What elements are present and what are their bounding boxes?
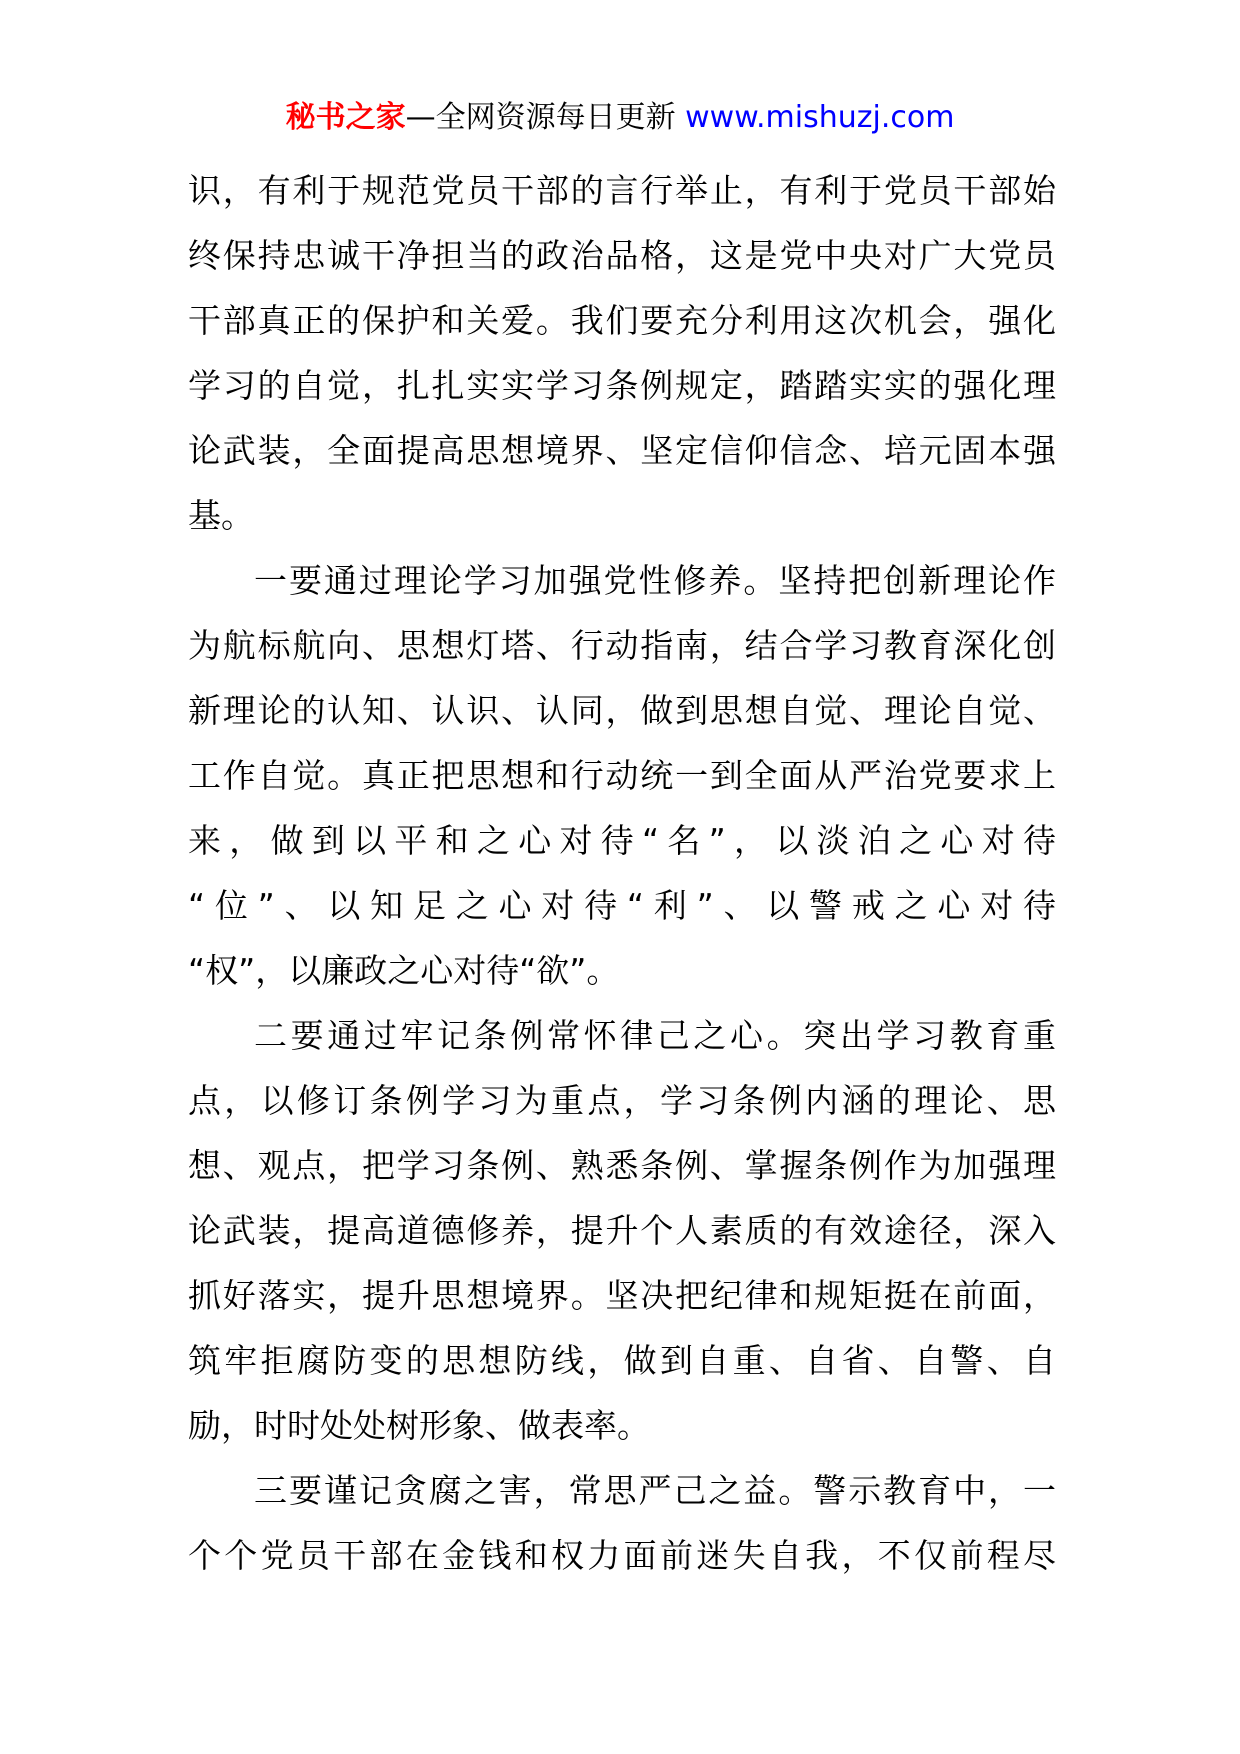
text-line: 抓好落实，提升思想境界。坚决把纪律和规矩挺在前面， (188, 1276, 1056, 1315)
text-line: 论武装，提高道德修养，提升个人素质的有效途径，深入 (188, 1211, 1056, 1250)
text-line: 终保持忠诚干净担当的政治品格，这是党中央对广大党员 (188, 236, 1056, 275)
text-line: “权”，以廉政之心对待“欲”。 (188, 951, 620, 990)
text-line: 来，做到以平和之心对待“名”，以淡泊之心对待 (188, 821, 1056, 860)
text-line: 新理论的认知、认识、认同，做到思想自觉、理论自觉、 (188, 691, 1056, 730)
text-line: 一要通过理论学习加强党性修养。坚持把创新理论作 (254, 561, 1056, 600)
header-tagline: —全网资源每日更新 (405, 100, 676, 135)
text-line: 学习的自觉，扎扎实实学习条例规定，踏踏实实的强化理 (188, 366, 1056, 405)
body-text (188, 158, 1056, 1588)
text-line: 工作自觉。真正把思想和行动统一到全面从严治党要求上 (188, 756, 1056, 795)
text-line: 干部真正的保护和关爱。我们要充分利用这次机会，强化 (188, 301, 1056, 340)
text-line: 点，以修订条例学习为重点，学习条例内涵的理论、思 (188, 1081, 1056, 1120)
header-url-link[interactable]: www.mishuzj.com (685, 100, 955, 135)
page-header (0, 98, 1240, 138)
text-line: 三要谨记贪腐之害，常思严己之益。警示教育中，一 (254, 1471, 1056, 1510)
header-brand: 秘书之家 (285, 100, 406, 135)
text-line: 想、观点，把学习条例、熟悉条例、掌握条例作为加强理 (188, 1146, 1056, 1185)
text-line: 个个党员干部在金钱和权力面前迷失自我，不仅前程尽 (188, 1536, 1056, 1575)
text-line: 为航标航向、思想灯塔、行动指南，结合学习教育深化创 (188, 626, 1056, 665)
text-line: 二要通过牢记条例常怀律己之心。突出学习教育重 (254, 1016, 1056, 1055)
text-line: 论武装，全面提高思想境界、坚定信仰信念、培元固本强 (188, 431, 1056, 470)
text-line: 筑牢拒腐防变的思想防线，做到自重、自省、自警、自 (188, 1341, 1056, 1380)
text-line: 基。 (188, 496, 254, 535)
text-line: 励，时时处处树形象、做表率。 (188, 1406, 650, 1445)
text-line: “位”、以知足之心对待“利”、以警戒之心对待 (188, 886, 1056, 925)
text-line: 识，有利于规范党员干部的言行举止，有利于党员干部始 (188, 171, 1056, 210)
